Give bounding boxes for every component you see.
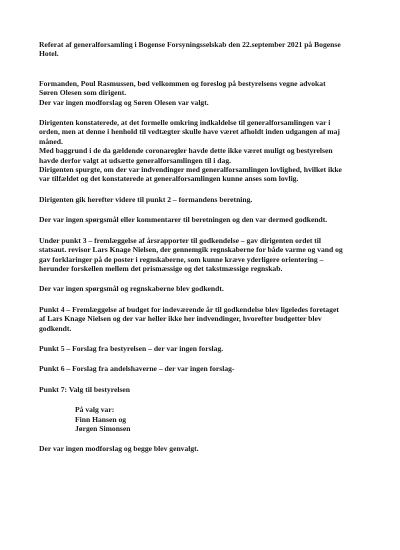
text-line: Dirigenten konstaterede, at det formelle omkring indkaldelse til generalforsamlingen var i <box>39 118 331 128</box>
text-line: Punkt 4 – Fremlæggelse af budget for indeværende år til godkendelse blev ligeledes foretaget <box>39 304 339 314</box>
paragraph-reelected <box>39 444 369 453</box>
text-line: Der var ingen spørgsmål og regnskaberne blev godkendt. <box>39 284 224 294</box>
text-line: Der var ingen spørgsmål eller kommentarer til beretningen og den var dermed godkendt. <box>39 215 328 225</box>
text-line: Formanden, Poul Rasmussen, bød velkommen og foreslog på bestyrelsens vegne advokat <box>39 78 326 88</box>
document-body <box>39 40 369 465</box>
text-line: gav forklaringer på de poster i regnskaberne, som kunne kræve yderligere orientering – <box>39 254 324 264</box>
text-line: Jørgen Simonsen <box>75 423 131 433</box>
text-line: godkendt. <box>39 323 72 333</box>
title-line: Referat af generalforsamling i Bogense Forsyningsselskab den 22.september 2021 på Bogense <box>39 40 341 49</box>
text-line: statsaut. revisor Lars Knage Nielsen, der gennemgik regnskaberne for både varme og vand og <box>39 245 343 255</box>
title-line: Hotel. <box>39 49 59 59</box>
text-line: Med baggrund i de da gældende coronaregler havde dette ikke været muligt og bestyrelsen <box>39 146 333 156</box>
text-line: Dirigenten gik herefter videre til punkt 2 – formandens beretning. <box>39 194 253 204</box>
text-line: Søren Olesen som dirigent. <box>39 88 127 98</box>
text-line: Finn Hansen og <box>75 414 127 424</box>
text-line: havde derfor valgt at udsætte generalforsamlingen til i dag. <box>39 155 232 165</box>
text-line: af Lars Knage Nielsen og der var heller ikke her indvendinger, hvorefter budgetter blev <box>39 314 322 324</box>
paragraph-point2 <box>39 195 369 204</box>
text-line: Der var ingen modforslag og begge blev genvalgt. <box>39 444 199 454</box>
text-line: herunder forskellen mellem det prismæssige og det takstmæssige regnskab. <box>39 263 283 273</box>
paragraph-point3 <box>39 236 369 274</box>
text-line: Punkt 6 – Forslag fra andelshaverne – der var ingen forslag- <box>39 364 235 374</box>
text-line: var tilfældet og det konstaterede at generalforsamlingen kunne anses som lovlig. <box>39 174 299 184</box>
text-line: Dirigenten spurgte, om der var indvendinger med generalforsamlingen lovlighed, hvilket ikke <box>39 165 342 175</box>
paragraph-accounts-approved <box>39 284 369 293</box>
text-line: måned. <box>39 136 63 146</box>
text-line: Punkt 7: Valg til bestyrelsen <box>39 384 130 394</box>
paragraph-report-approved <box>39 215 369 224</box>
text-line: På valg var: <box>75 405 115 415</box>
text-line: Under punkt 3 – fremlæggelse af årsrapporter til godkendelse – gav dirigenten ordet til <box>39 235 322 245</box>
paragraph-point7 <box>39 385 369 394</box>
text-line: Punkt 5 – Forslag fra bestyrelsen – der var ingen forslag. <box>39 343 224 353</box>
paragraph-candidates <box>39 405 369 433</box>
text-line: Der var ingen modforslag og Søren Olesen var valgt. <box>39 97 209 107</box>
paragraph-point5 <box>39 344 369 353</box>
paragraph-point4 <box>39 305 369 333</box>
text-line: orden, men at denne i henhold til vedtægter skulle have været afholdt inden udgangen af maj <box>39 127 340 137</box>
paragraph-legality <box>39 118 369 184</box>
document-title <box>39 40 369 59</box>
paragraph-opening <box>39 79 369 107</box>
paragraph-point6 <box>39 364 369 373</box>
